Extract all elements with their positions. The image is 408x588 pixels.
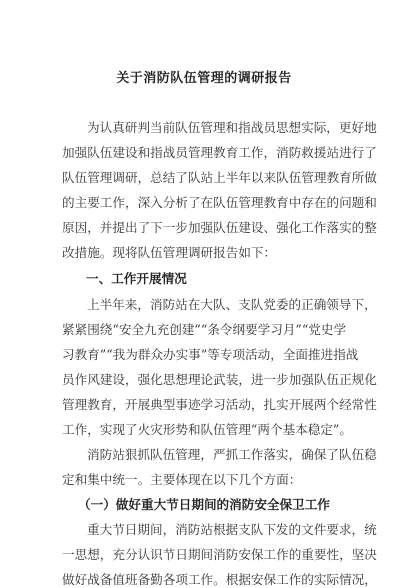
section1-line-5: 管理教育，开展典型事迹学习活动，扎实开展两个经常性 <box>62 397 377 412</box>
intro-line-4: 的主要工作，深入分析了在队伍管理教育中存在的问题和 <box>62 195 377 210</box>
intro-line-2: 加强队伍建设和指战员管理教育工作，消防救援站进行了 <box>62 145 377 160</box>
document-title: 关于消防队伍管理的调研报告 <box>116 71 292 86</box>
section1-line-4: 员作风建设，强化思想理论武装，进一步加强队伍正规化 <box>62 372 377 387</box>
subsection1-line-3: 做好战备值班备勤各项工作。根据安保工作的实际情况， <box>62 572 377 587</box>
intro-line-6: 改措施。现将队伍管理调研报告如下： <box>62 245 277 260</box>
section1-line-1: 上半年来，消防站在大队、支队党委的正确领导下， <box>87 297 377 312</box>
intro-line-3: 队伍管理调研，总结了队站上半年以来队伍管理教育所做 <box>62 170 377 185</box>
intro-line-5: 原因，并提出了下一步加强队伍建设、强化工作落实的整 <box>62 220 377 235</box>
section1-para2-line-1: 消防站狠抓队伍管理，严抓工作落实，确保了队伍稳 <box>87 447 377 462</box>
section1-para2-line-2: 定和集中统一。主要体现在以下几个方面： <box>62 472 302 487</box>
section1-line-3: 习教育”“我为群众办实事”等专项活动，全面推进指战 <box>62 347 359 362</box>
subsection1-line-2: 一思想，充分认识节日期间消防安保工作的重要性，坚决 <box>62 547 377 562</box>
section-heading-1: 一、工作开展情况 <box>86 271 187 286</box>
section1-line-2: 紧紧围绕“安全九充创建”“条令纲要学习月”“党史学 <box>62 322 347 337</box>
subsection-heading-1: （一）做好重大节日期间的消防安全保卫工作 <box>78 497 330 512</box>
section1-line-6: 工作，实现了火灾形势和队伍管理“两个基本稳定”。 <box>62 422 352 437</box>
subsection1-line-1: 重大节日期间，消防站根据支队下发的文件要求，统 <box>87 522 377 537</box>
intro-line-1: 为认真研判当前队伍管理和指战员思想实际，更好地 <box>87 120 377 135</box>
